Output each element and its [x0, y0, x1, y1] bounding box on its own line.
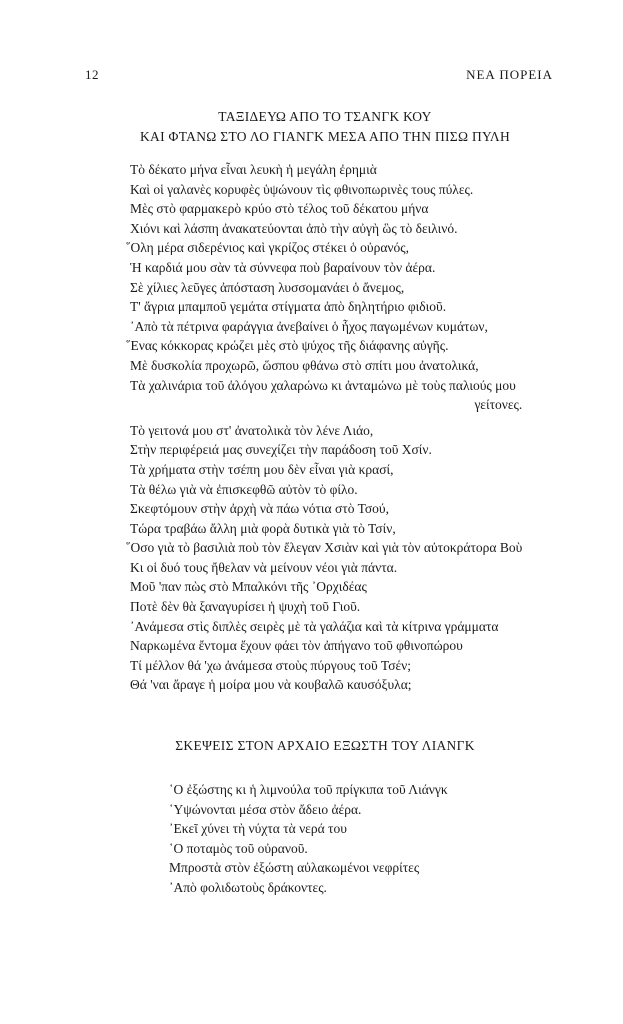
verse-line: Τὸ δέκατο μήνα εἶναι λευκὴ ἡ μεγάλη ἐρημιὰ — [130, 162, 377, 177]
verse-line: Μὲ δυσκολία προχωρῶ, ὥσπου φθάνω στὸ σπίτι μου ἀνατολικά, — [130, 357, 479, 373]
verse-line: Τώρα τραβάω ἄλλη μιὰ φορὰ δυτικὰ γιὰ τὸ Τσίν, — [130, 520, 396, 536]
verse-line: Σὲ χίλιες λεῦγες ἀπόσταση λυσσομανάει ὁ ἄνεμος, — [130, 279, 405, 295]
verse-line: Ἡ καρδιά μου σὰν τὰ σύννεφα ποὺ βαραίνουν τὸν ἀέρα. — [130, 259, 436, 275]
poem-title — [95, 107, 555, 147]
verse-line: Μπροστὰ στὸν ἐξώστη αὐλακωμένοι νεφρίτες — [169, 860, 420, 876]
poem-title: ΣΚΕΨΕΙΣ ΣΤΟΝ ΑΡΧΑΙΟ ΕΞΩΣΤΗ ΤΟΥ ΛΙΑΝΓΚ — [175, 738, 475, 753]
running-head: ΝΕΑ ΠΟΡΕΙΑ — [466, 67, 553, 82]
verse-line: Χιόνι καὶ λάσπη ἀνακατεύονται ἀπὸ τὴν αὐγὴ ὣς τὸ δειλινό. — [130, 220, 458, 236]
page-number: 12 — [85, 67, 99, 82]
verse-line: ῾Ο ἐξώστης κι ἡ λιμνούλα τοῦ πρίγκιπα τοῦ Λιάνγκ — [169, 782, 448, 797]
verse-line: Σκεφτόμουν στὴν ἀρχὴ νὰ πάω νότια στὸ Τσού, — [130, 501, 389, 517]
verse-line: ᾿Απὸ φολιδωτοὺς δράκοντες. — [169, 879, 327, 895]
poem-title-line: ΚΑΙ ΦΤΑΝΩ ΣΤΟ ΛΟ ΓΙΑΝΓΚ ΜΕΣΑ ΑΠΟ ΤΗΝ ΠΙΣΩ ΠΥΛΗ — [139, 129, 510, 144]
verse-line: Ναρκωμένα ἔντομα ἔχουν φάει τὸν ἀπήγανο τοῦ φθινοπώρου — [130, 638, 463, 654]
verse-line: Μοῦ 'παν πὼς στὸ Μπαλκόνι τῆς ᾿Ορχιδέας — [130, 579, 367, 595]
verse-line: ῞Οσο γιὰ τὸ βασιλιὰ ποὺ τὸν ἔλεγαν Χσιὰν καὶ γιὰ τὸν αὐτοκράτορα Βοὺ — [126, 540, 523, 556]
verse-line: ᾿Ανάμεσα στὶς διπλὲς σειρὲς μὲ τὰ γαλάζια καὶ τὰ κίτρινα γράμματα — [130, 618, 499, 634]
verse-line: Τὸ γειτονά μου στ' ἀνατολικὰ τὸν λένε Λιάο, — [130, 422, 374, 438]
poem-title-line: ΤΑΞΙΔΕΥΩ ΑΠΟ ΤΟ ΤΣΑΝΓΚ ΚΟΥ — [218, 109, 432, 124]
poem-body — [169, 780, 448, 898]
verse-line: ῞Ενας κόκκορας κρώζει μὲς στὸ ψύχος τῆς διάφανης αὐγῆς. — [126, 338, 449, 354]
verse-line: Τὰ χαλινάρια τοῦ ἀλόγου χαλαρώνω κι ἀνταμώνω μὲ τοὺς παλιούς μου — [130, 377, 516, 393]
verse-line: ᾿Απὸ τὰ πέτρινα φαράγγια ἀνεβαίνει ὁ ἦχος παγωμένων κυμάτων, — [130, 318, 488, 334]
verse-line-continuation: γείτονες. — [474, 397, 523, 413]
verse-line: Τὰ χρήματα στὴν τσέπη μου δὲν εἶναι γιὰ κρασί, — [130, 461, 394, 477]
verse-line: ῾Υψώνονται μέσα στὸν ἄδειο ἀέρα. — [169, 801, 362, 817]
verse-line: Καὶ οἱ γαλανὲς κορυφὲς ὑψώνουν τὶς φθινοπωρινὲς τους πύλες. — [130, 181, 474, 197]
verse-line: ῾Ο ποταμὸς τοῦ οὐρανοῦ. — [169, 840, 308, 856]
verse-line: Τί μέλλον θά 'χω ἀνάμεσα στοὺς πύργους τοῦ Τσέν; — [130, 657, 411, 673]
verse-line: Μὲς στὸ φαρμακερὸ κρύο στὸ τέλος τοῦ δέκατου μήνα — [130, 201, 429, 217]
poem-body — [126, 160, 523, 695]
verse-line: Θά 'ναι ἄραγε ἡ μοίρα μου νὰ κουβαλῶ καυσόξυλα; — [130, 677, 412, 693]
verse-line: Στὴν περιφέρειά μας συνεχίζει τὴν παράδοση τοῦ Χσίν. — [130, 442, 432, 458]
verse-line: Τ' ἄγρια μπαμποῦ γεμάτα στίγματα ἀπὸ δηλητήριο φιδιοῦ. — [130, 299, 447, 315]
verse-line: Κι οἱ δυό τους ἤθελαν νὰ μείνουν νέοι γιὰ πάντα. — [130, 559, 398, 575]
verse-line: ῞Ολη μέρα σιδερένιος καὶ γκρίζος στέκει ὁ οὐρανός, — [126, 240, 410, 256]
verse-line: ᾿Εκεῖ χύνει τὴ νύχτα τὰ νερά του — [169, 821, 347, 837]
verse-line: Ποτὲ δὲν θὰ ξαναγυρίσει ἡ ψυχὴ τοῦ Γιοῦ. — [130, 599, 361, 615]
verse-line: Τὰ θέλω γιὰ νὰ ἐπισκεφθῶ αὐτὸν τὸ φίλο. — [130, 481, 358, 497]
